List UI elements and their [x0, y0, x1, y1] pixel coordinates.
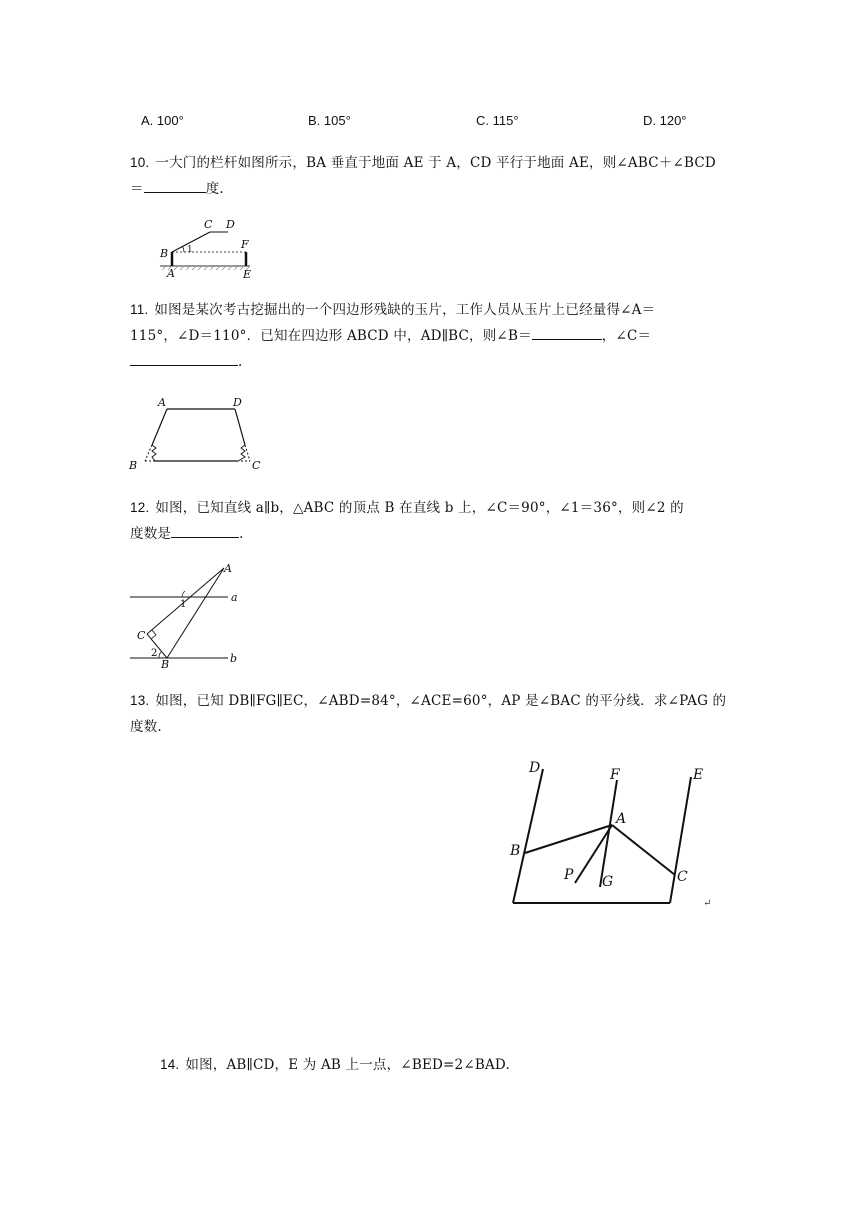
label-a: A — [158, 396, 166, 409]
railing-figure — [150, 212, 260, 284]
label-a: A — [224, 562, 232, 575]
angle-1-arc — [183, 247, 184, 253]
question-11-line1 — [130, 297, 730, 323]
label-angle-1: 1 — [187, 245, 193, 255]
question-14-line1 — [160, 1052, 720, 1078]
label-c: C — [137, 629, 146, 642]
return-mark: ↵ — [703, 898, 712, 909]
question-number: 13. — [130, 693, 150, 708]
question-text: 如图，已知 DB∥FG∥EC，∠ABD=84°，∠ACE=60°，AP 是∠BAC 的平分线．求∠PAG 的 — [155, 693, 727, 709]
question-text: ＝ — [130, 181, 144, 197]
side-ab — [167, 568, 224, 658]
answer-blank[interactable] — [144, 178, 206, 193]
question-11 — [130, 297, 730, 375]
question-text: 如图，已知直线 a∥b，△ABC 的顶点 B 在直线 b 上，∠C＝90°，∠1＝36°，则∠2 的 — [155, 500, 684, 516]
label-c: C — [252, 459, 261, 472]
question-number: 10. — [130, 155, 150, 170]
question-12-line1 — [130, 495, 730, 521]
option-b: B. 105° — [308, 113, 351, 128]
label-angle-1: 1 — [180, 599, 187, 610]
parallel-lines-triangle-figure — [125, 560, 245, 672]
line-fg — [600, 780, 617, 887]
break-line-c — [238, 445, 245, 461]
question-text: 115°，∠D＝110°．已知在四边形 ABCD 中，AD∥BC，则∠B＝ — [130, 328, 532, 344]
label-b: B — [160, 247, 169, 260]
question-13-line1 — [130, 688, 730, 714]
question-13-line2 — [130, 714, 730, 740]
answer-blank-b[interactable] — [532, 325, 602, 340]
label-b: B — [161, 658, 170, 671]
label-p: P — [564, 867, 574, 883]
answer-blank-c[interactable] — [130, 351, 238, 366]
question-number: 12. — [130, 500, 150, 515]
option-a: A. 100° — [141, 113, 184, 128]
label-e: E — [243, 268, 252, 281]
answer-blank[interactable] — [171, 523, 239, 538]
question-text: 度. — [205, 181, 224, 197]
label-line-a: a — [231, 591, 238, 604]
question-10 — [130, 150, 730, 202]
label-c: C — [677, 869, 688, 885]
side-dc — [235, 409, 245, 445]
question-10-line1 — [130, 150, 730, 176]
right-angle-mark — [151, 630, 156, 639]
label-line-b: b — [230, 652, 238, 665]
question-text: 度数是 — [130, 526, 172, 542]
parallel-lines-bisector-figure — [505, 755, 720, 915]
label-e: E — [693, 767, 704, 783]
question-text: 度数. — [130, 719, 162, 735]
label-a: A — [167, 267, 175, 280]
question-text: 一大门的栏杆如图所示，BA 垂直于地面 AE 于 A，CD 平行于地面 AE，则∠ABC＋∠BCD — [155, 155, 716, 171]
label-b: B — [129, 459, 138, 472]
question-number: 11. — [130, 302, 149, 317]
option-c: C. 115° — [476, 113, 519, 128]
question-text: 如图，AB∥CD，E 为 AB 上一点，∠BED=2∠BAD. — [185, 1057, 510, 1073]
question-text: . — [239, 526, 244, 542]
missing-corner-c — [245, 445, 250, 461]
segment-ba — [525, 825, 612, 853]
missing-corner-b — [145, 445, 152, 461]
label-angle-2: 2 — [151, 648, 158, 659]
label-f: F — [241, 238, 249, 251]
question-12-line2 — [130, 521, 730, 547]
label-d: D — [226, 218, 235, 231]
line-db — [513, 769, 543, 903]
break-line-b — [152, 445, 156, 461]
label-b: B — [510, 843, 521, 859]
question-text: ，∠C＝ — [601, 328, 652, 344]
question-14 — [160, 1052, 720, 1078]
option-d: D. 120° — [643, 113, 687, 128]
question-number: 14. — [160, 1057, 180, 1072]
question-13 — [130, 688, 730, 740]
question-11-line3 — [130, 349, 730, 375]
label-c: C — [204, 218, 213, 231]
label-d: D — [233, 396, 242, 409]
ground-hatch — [162, 267, 249, 270]
segment-ac — [612, 825, 675, 875]
question-12 — [130, 495, 730, 547]
jade-quadrilateral-figure — [125, 395, 270, 475]
label-d: D — [529, 760, 541, 776]
angle-1-arc — [182, 591, 185, 597]
question-10-line2 — [130, 176, 730, 202]
side-ab — [152, 409, 167, 445]
question-text: . — [238, 354, 243, 370]
label-a: A — [616, 811, 627, 827]
question-text: 如图是某次考古挖掘出的一个四边形残缺的玉片，工作人员从玉片上已经量得∠A＝ — [154, 302, 656, 318]
question-11-line2 — [130, 323, 730, 349]
label-f: F — [610, 767, 620, 783]
label-g: G — [602, 874, 614, 890]
